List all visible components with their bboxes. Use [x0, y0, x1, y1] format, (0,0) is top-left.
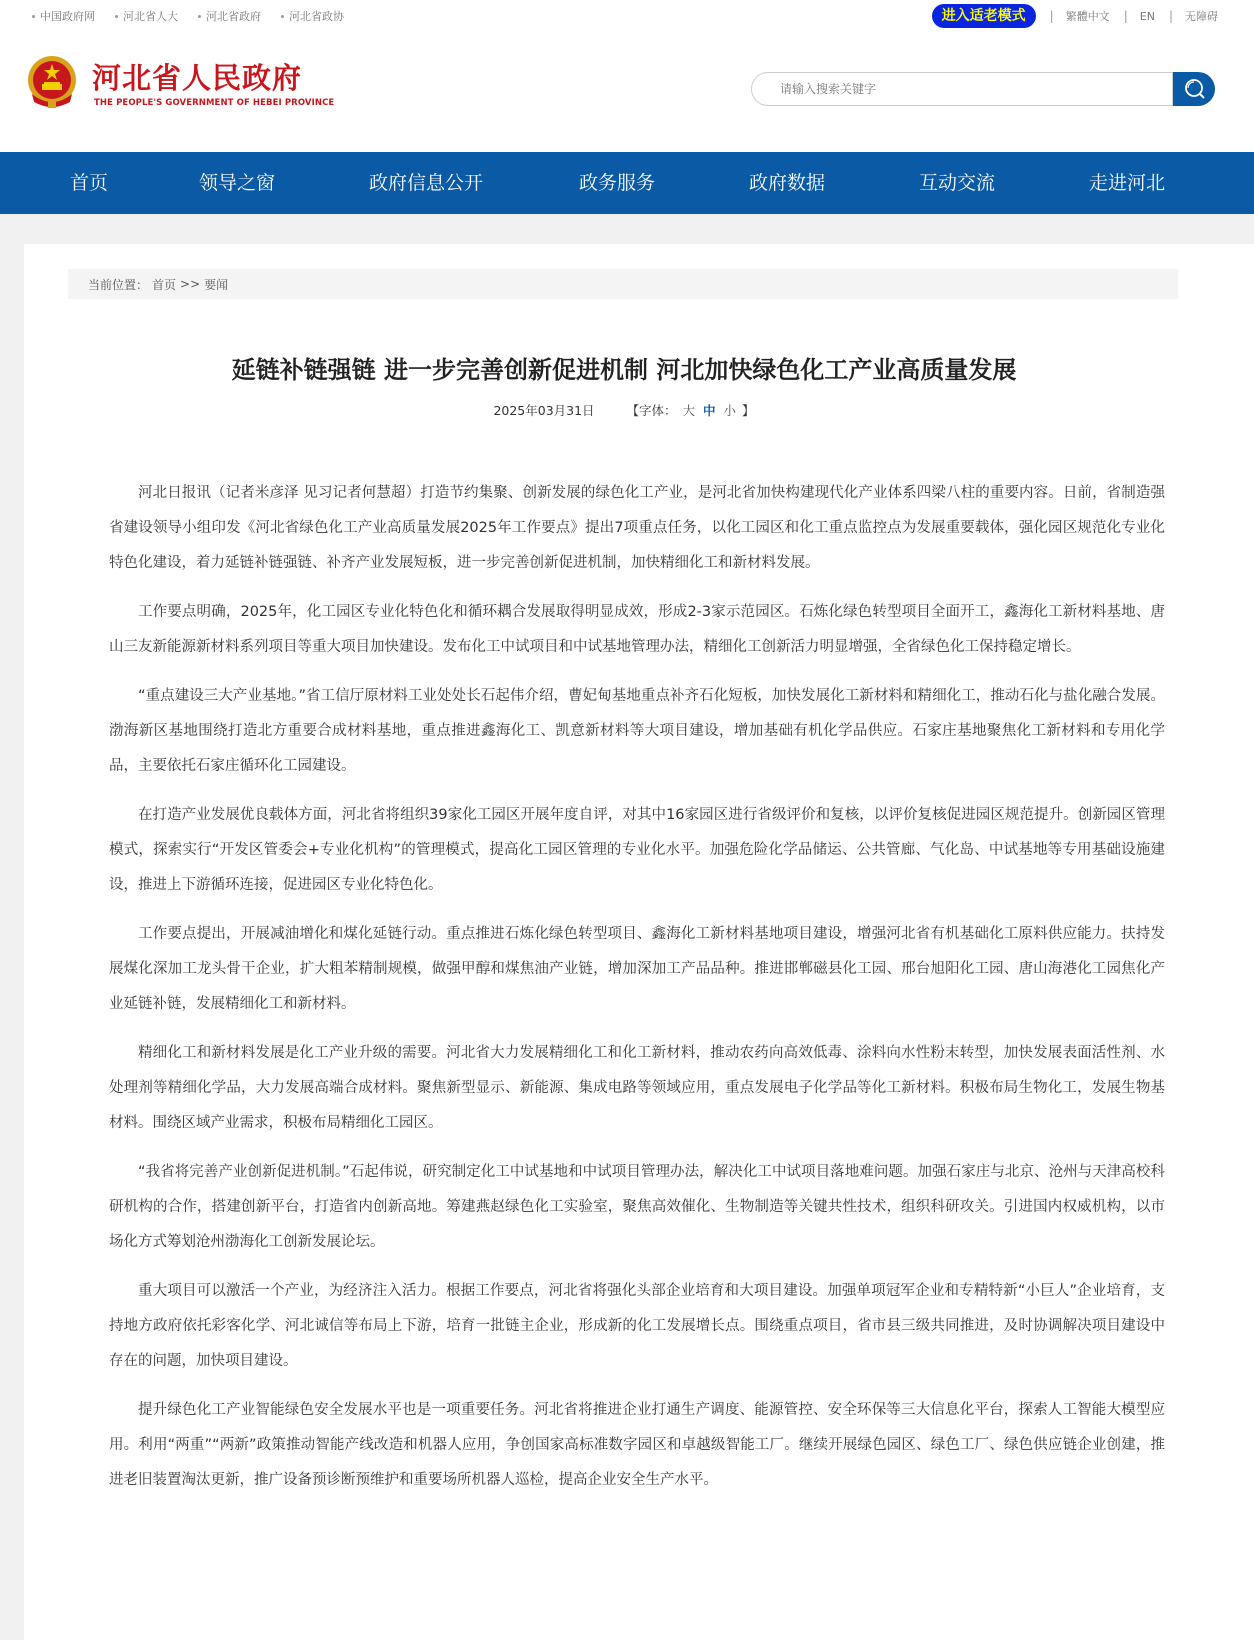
article-paragraph: 提升绿色化工产业智能绿色安全发展水平也是一项重要任务。河北省将推进企业打通生产调度、能源管控、安全环保等三大信息化平台，探索人工智能大模型应用。利用“两重”“两新”政策推动智能产线改造和机器人应用，争创国家高标准数字园区和卓越级智能工厂。继续开展绿色园区、绿色工厂、绿色供应链企业创建，推进老旧装置淘汰更新，推广设备预诊断预维护和重要场所机器人巡检，提高企业安全生产水平。	[109, 1402, 1165, 1488]
main-nav	[0, 152, 1254, 214]
article-paragraph: “重点建设三大产业基地。”省工信厅原材料工业处处长石起伟介绍，曹妃甸基地重点补齐石化短板，加快发展化工新材料和精细化工，推动石化与盐化融合发展。渤海新区基地围绕打造北方重要合成材料基地，重点推进鑫海化工、凯意新材料等大项目建设，增加基础有机化学品供应。石家庄基地聚焦化工新材料和专用化学品，主要依托石家庄循环化工园建设。	[109, 688, 1165, 774]
font-small-button[interactable]: 小	[723, 403, 737, 418]
font-large-button[interactable]: 大	[682, 403, 696, 418]
nav-home[interactable]: 首页	[70, 172, 109, 194]
article-paragraph: “我省将完善产业创新促进机制。”石起伟说，研究制定化工中试基地和中试项目管理办法，解决化工中试项目落地难问题。加强石家庄与北京、沧州与天津高校科研机构的合作，搭建创新平台，打造省内创新高地。筹建燕赵绿色化工实验室，聚焦高效催化、生物制造等关键共性技术，组织科研攻关。引进国内权威机构，以市场化方式筹划沧州渤海化工创新发展论坛。	[109, 1164, 1165, 1250]
elder-mode-button[interactable]: 进入适老模式	[932, 4, 1036, 28]
breadcrumb-separator: >>	[180, 277, 201, 291]
nav-interaction[interactable]: 互动交流	[919, 172, 996, 194]
search-box	[751, 72, 1173, 106]
english-link[interactable]: EN	[1139, 9, 1155, 23]
article-paragraph: 重大项目可以激活一个产业，为经济注入活力。根据工作要点，河北省将强化头部企业培育和大项目建设。加强单项冠军企业和专精特新“小巨人”企业培育，支持地方政府依托彩客化学、河北诚信等布局上下游，培育一批链主企业，形成新的化工发展增长点。围绕重点项目，省市县三级共同推进，及时协调解决项目建设中存在的问题，加快项目建设。	[109, 1283, 1165, 1369]
accessibility-link[interactable]: 无障碍	[1185, 10, 1218, 23]
article-paragraph: 河北日报讯（记者米彦泽 见习记者何慧超）打造节约集聚、创新发展的绿色化工产业，是河北省加快构建现代化产业体系四梁八柱的重要内容。日前，省制造强省建设领导小组印发《河北省绿色化工产业高质量发展2025年工作要点》提出7项重点任务，以化工园区和化工重点监控点为发展重要载体，强化园区规范化专业化特色化建设，着力延链补链强链、补齐产业发展短板，进一步完善创新促进机制，加快精细化工和新材料发展。	[109, 485, 1165, 571]
nav-leaders[interactable]: 领导之窗	[199, 172, 276, 194]
top-links	[32, 0, 364, 32]
breadcrumb-home[interactable]: 首页	[152, 277, 177, 292]
toplink-gov-cn[interactable]: 中国政府网	[32, 8, 95, 24]
main-content	[24, 244, 1254, 1640]
bullet-icon	[198, 15, 201, 18]
font-label-close: 】	[742, 403, 755, 418]
site-header	[0, 32, 1254, 152]
search-input[interactable]	[780, 73, 1140, 105]
toplink-hebei-cppcc[interactable]: 河北省政协	[281, 8, 344, 24]
bullet-icon	[115, 15, 118, 18]
breadcrumb-current[interactable]: 要闻	[204, 277, 229, 292]
nav-data[interactable]: 政府数据	[749, 172, 826, 194]
article-paragraph: 在打造产业发展优良载体方面，河北省将组织39家化工园区开展年度自评，对其中16家园区进行省级评价和复核，以评价复核促进园区规范提升。创新园区管理模式，探索实行“开发区管委会+专业化机构”的管理模式，提高化工园区管理的专业化水平。加强危险化学品储运、公共管廊、气化岛、中试基地等专用基础设施建设，推进上下游循环连接，促进园区专业化特色化。	[109, 807, 1165, 893]
nav-gov-info[interactable]: 政府信息公开	[369, 172, 484, 194]
nav-about-hebei[interactable]: 走进河北	[1089, 172, 1166, 194]
breadcrumb-label: 当前位置：	[88, 277, 149, 292]
divider: |	[1049, 9, 1054, 23]
font-medium-button[interactable]: 中	[703, 403, 716, 418]
divider: |	[1168, 9, 1173, 23]
article-date: 2025年03月31日	[493, 403, 595, 418]
article-body	[109, 476, 1165, 1512]
search-icon	[1183, 78, 1205, 100]
top-utility-bar	[0, 0, 1254, 32]
article-paragraph: 工作要点提出，开展减油增化和煤化延链行动。重点推进石炼化绿色转型项目、鑫海化工新材料基地项目建设，增强河北省有机基础化工原料供应能力。扶持发展煤化深加工龙头骨干企业，扩大粗苯精制规模，做强甲醇和煤焦油产业链，增加深加工产品品种。推进邯郸磁县化工园、邢台旭阳化工园、唐山海港化工园焦化产业延链补链，发展精细化工和新材料。	[109, 926, 1165, 1012]
toplink-hebei-npc[interactable]: 河北省人大	[115, 8, 178, 24]
toplink-hebei-gov[interactable]: 河北省政府	[198, 8, 261, 24]
nav-services[interactable]: 政务服务	[579, 172, 656, 194]
article-paragraph: 工作要点明确，2025年，化工园区专业化特色化和循环耦合发展取得明显成效，形成2-3家示范园区。石炼化绿色转型项目全面开工，鑫海化工新材料基地、唐山三友新能源新材料系列项目等重大项目加快建设。发布化工中试项目和中试基地管理办法，精细化工创新活力明显增强，全省绿色化工保持稳定增长。	[109, 604, 1165, 655]
top-right-tools	[932, 0, 1218, 32]
font-size-control	[627, 403, 755, 418]
traditional-chinese-link[interactable]: 繁體中文	[1065, 10, 1110, 23]
divider: |	[1123, 9, 1128, 23]
bullet-icon	[32, 15, 35, 18]
article-meta	[24, 401, 1224, 419]
search-button[interactable]	[1173, 72, 1215, 106]
font-label-open: 【字体：	[626, 403, 677, 418]
article-paragraph: 精细化工和新材料发展是化工产业升级的需要。河北省大力发展精细化工和化工新材料，推动农药向高效低毒、涂料向水性粉末转型，加快发展表面活性剂、水处理剂等精细化学品，大力发展高端合成材料。聚焦新型显示、新能源、集成电路等领域应用，重点发展电子化学品等化工新材料。积极布局生物化工，发展生物基材料。围绕区域产业需求，积极布局精细化工园区。	[109, 1045, 1165, 1131]
national-emblem-icon	[26, 54, 78, 110]
bullet-icon	[281, 15, 284, 18]
breadcrumb	[68, 269, 1178, 299]
site-name: 河北省人民政府	[92, 61, 303, 95]
site-name-en: THE PEOPLE'S GOVERNMENT OF HEBEI PROVINCE	[94, 98, 335, 108]
article-title: 延链补链强链 进一步完善创新促进机制 河北加快绿色化工产业高质量发展	[231, 356, 1017, 384]
